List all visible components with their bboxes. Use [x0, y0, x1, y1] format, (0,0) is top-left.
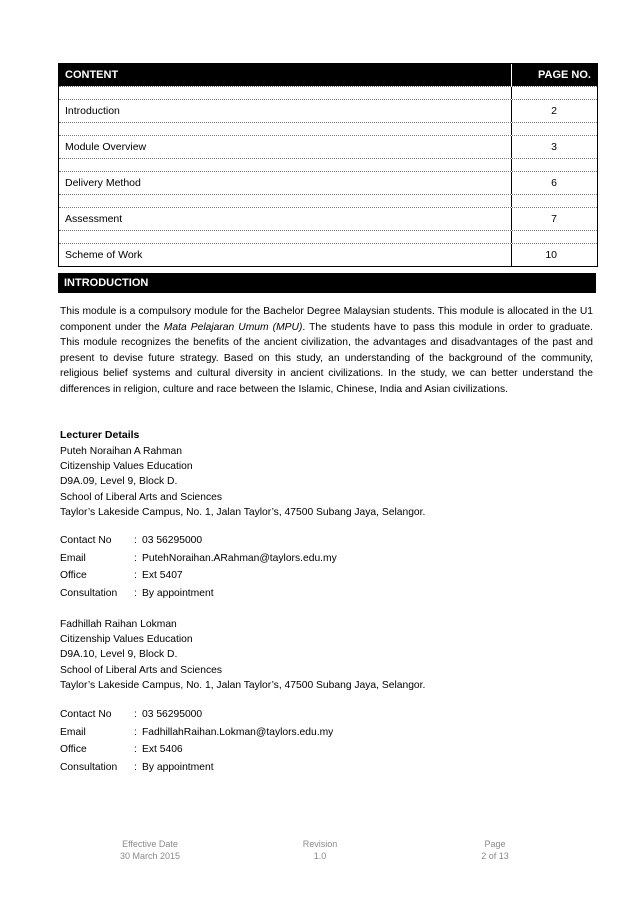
lecturer-address-block — [60, 617, 425, 693]
table-row — [59, 99, 597, 122]
table-row — [59, 207, 597, 230]
intro-italic-term: Mata Pelajaran Umum (MPU) — [163, 321, 303, 333]
table-row — [59, 171, 597, 194]
row-page: 6 — [511, 172, 597, 194]
contact-value: 03 56295000 — [142, 535, 203, 546]
table-spacer-row — [59, 194, 597, 207]
effective-date-value: 30 March 2015 — [119, 851, 181, 861]
office-row — [60, 567, 337, 585]
row-page: 7 — [511, 208, 597, 230]
contact-value: 03 56295000 — [142, 709, 203, 720]
table-spacer-row — [59, 86, 597, 99]
email-row — [60, 724, 333, 742]
consultation-value: By appointment — [142, 761, 214, 773]
email-value: PutehNoraihan.ARahman@taylors.edu.my — [142, 552, 337, 564]
footer-revision — [290, 838, 350, 862]
table-spacer-row — [59, 122, 597, 135]
email-value: FadhillahRaihan.Lokman@taylors.edu.my — [142, 726, 334, 738]
lecturer-name: Puteh Noraihan A Rahman — [60, 446, 182, 457]
row-label: Assessment — [65, 213, 123, 225]
footer-page — [465, 838, 525, 862]
lecturer-address-block — [60, 444, 425, 520]
lecturer-contact-block — [60, 532, 337, 602]
office-row — [60, 741, 333, 759]
office-value: Ext 5407 — [142, 570, 183, 581]
lecturer-department: Citizenship Values Education — [60, 461, 193, 473]
consultation-row — [60, 759, 333, 777]
colon: : — [134, 587, 137, 599]
lecturer-name: Fadhillah Raihan Lokman — [60, 619, 177, 630]
contents-table-header — [59, 64, 597, 86]
lecturer-campus: Taylor’s Lakeside Campus, No. 1, Jalan Taylor’s, 47500 Subang Jaya, Selangor. — [60, 679, 426, 691]
contact-row — [60, 532, 337, 550]
consultation-label: Consultation — [60, 587, 118, 599]
lecturer-school: School of Liberal Arts and Sciences — [60, 491, 222, 503]
intro-text-part: This module is a compulsory module for the Bachelor Degree Malaysian students. This module is allocated in the U1 component under the — [60, 306, 593, 333]
row-page: 3 — [511, 136, 597, 158]
office-value: Ext 5406 — [142, 744, 183, 755]
office-label: Office — [60, 570, 87, 581]
contact-label: Contact No — [60, 709, 112, 720]
office-label: Office — [60, 744, 87, 755]
colon: : — [134, 535, 137, 546]
row-page: 2 — [511, 100, 597, 122]
intro-text-part: . The students have to pass this module in order to graduate. This module recognizes the benefits of the ancient civilization, the advantages and disadvantages of the past and present to devise future strategy. Based on this study, an understanding of the background of the community, religious belief systems and cultural diversity in ancient civilizations. In the study, we can better understand the differences in religion, culture and race between the Islamic, Chinese, India and Asian civilizations. — [60, 321, 593, 395]
table-row — [59, 135, 597, 158]
lecturer-details-title: Lecturer Details — [60, 429, 140, 441]
lecturer-school: School of Liberal Arts and Sciences — [60, 664, 222, 676]
table-spacer-row — [59, 158, 597, 171]
introduction-heading: INTRODUCTION — [58, 273, 596, 293]
revision-label: Revision — [302, 839, 338, 849]
consultation-row — [60, 585, 337, 603]
lecturer-campus: Taylor’s Lakeside Campus, No. 1, Jalan Taylor’s, 47500 Subang Jaya, Selangor. — [60, 506, 426, 518]
colon: : — [134, 709, 137, 720]
contact-label: Contact No — [60, 535, 112, 546]
colon: : — [134, 744, 137, 755]
email-label: Email — [60, 726, 86, 738]
page-value: 2 of 13 — [481, 851, 509, 861]
consultation-label: Consultation — [60, 761, 118, 773]
colon: : — [134, 726, 137, 738]
lecturer-contact-block — [60, 706, 333, 776]
lecturer-room: D9A.10, Level 9, Block D. — [60, 649, 178, 661]
colon: : — [134, 570, 137, 581]
contact-row — [60, 706, 333, 724]
effective-date-label: Effective Date — [122, 839, 178, 849]
content-column-header: CONTENT — [65, 69, 119, 81]
revision-value: 1.0 — [313, 851, 327, 861]
email-row — [60, 550, 337, 568]
page-column-header: PAGE NO. — [511, 64, 597, 86]
row-label: Introduction — [65, 105, 120, 117]
footer-effective-date — [110, 838, 190, 862]
page-label: Page — [484, 839, 506, 849]
row-label: Module Overview — [65, 141, 147, 153]
lecturer-room: D9A.09, Level 9, Block D. — [60, 476, 178, 488]
introduction-paragraph — [60, 304, 593, 397]
lecturer-department: Citizenship Values Education — [60, 634, 193, 646]
table-row — [59, 243, 597, 266]
row-page: 10 — [511, 244, 597, 266]
consultation-value: By appointment — [142, 587, 214, 599]
table-spacer-row — [59, 230, 597, 243]
colon: : — [134, 552, 137, 564]
row-label: Scheme of Work — [65, 249, 143, 261]
row-label: Delivery Method — [65, 177, 141, 189]
email-label: Email — [60, 552, 86, 564]
colon: : — [134, 761, 137, 773]
contents-table — [58, 63, 598, 267]
